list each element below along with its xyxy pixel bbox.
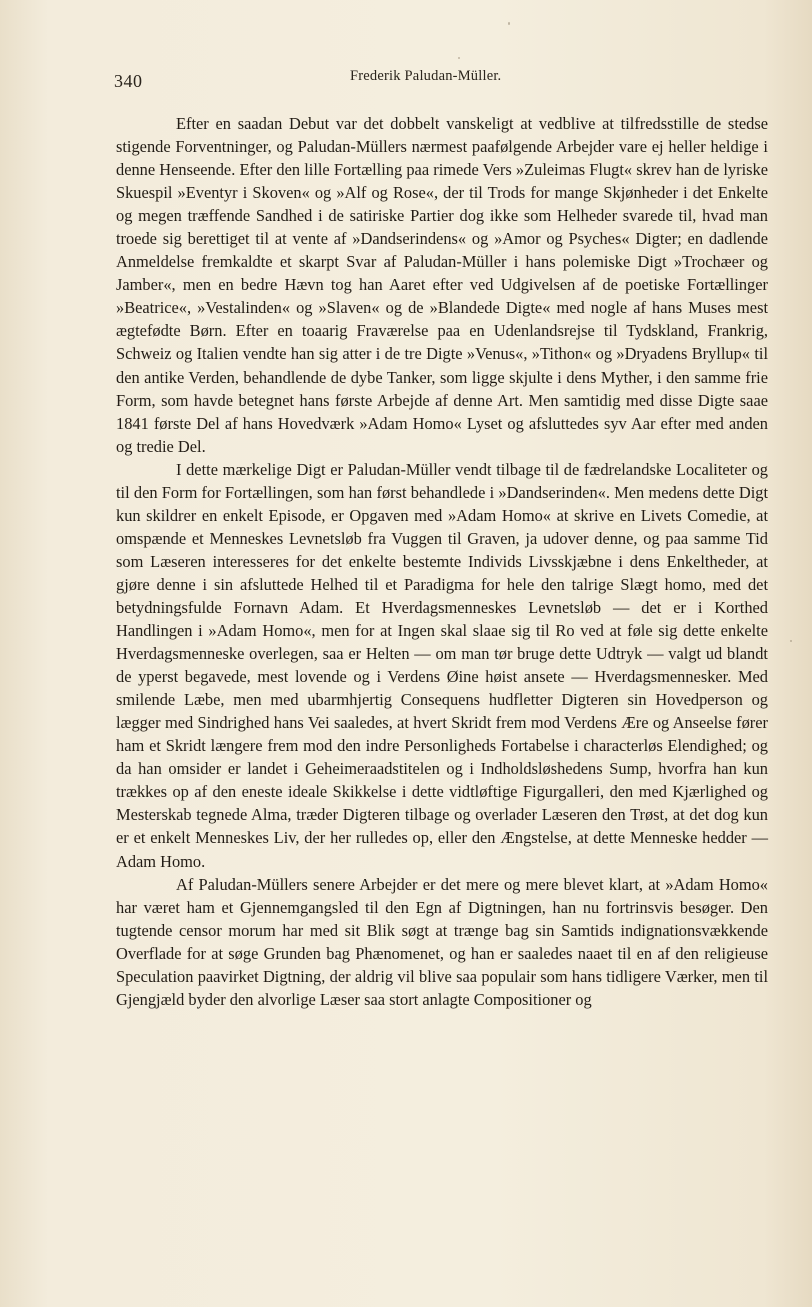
paper-speck (508, 22, 510, 25)
paragraph-later-works: Af Paludan-Müllers senere Arbejder er det mere og mere blevet klart, at »Adam Homo« har været ham et Gjennemgangsled til den Egn af Digtningen, han nu fortrinsvis besøger. Den tugtende censor morum har med sit Blik søgt at trænge bag sin Samtids indignationsvækkende Overflade for at søge Grunden bag Phænomenet, og han er saaledes naaet til en af den religieuse Speculation paavirket Digtning, der aldrig vil blive saa populair som hans tidligere Værker, men til Gjengjæld byder den alvorlige Læser saa stort anlagte Compositioner og (116, 874, 768, 1009)
paragraph-adam-homo: I dette mærkelige Digt er Paludan-Müller vendt tilbage til de fædrelandske Localiteter og til den Form for Fortællingen, som han først behandlede i »Dandserinden«. Men medens dette Digt kun skildrer en enkelt Episode, er Opgaven med »Adam Homo« at skrive en Livets Comedie, at omspænde et Menneskes Levnetsløb fra Vuggen til Graven, ja udover denne, og paa samme Tid som Læseren interesseres for det enkelte bestemte Individs Livsskjæbne i dens Enkeltheder, at gjøre denne i sin afsluttede Helhed til et Paradigma for hele den talrige Slægt homo, med det betydningsfulde Fornavn Adam. Et Hverdagsmenneskes Levnetsløb — det er i Korthed Handlingen i »Adam Homo«, men for at Ingen skal slaae sig til Ro ved at føle sig dette enkelte Hverdagsmenneske overlegen, saa er Helten — om man tør bruge dette Udtryk — valgt ud blandt de yperst begavede, mest lovende og i Verdens Øine høist ansete — Hverdagsmennesker. Med smilende Læbe, men med ubarmhjertig Consequens hudfletter Digteren sin Hovedperson og lægger med Sindrighed hans Vei saaledes, at hvert Skridt frem mod Verdens Ære og Anseelse fører ham et Skridt længere frem mod den indre Personligheds Fortabelse i characterløs Elendighed; og da han omsider er landet i Geheimeraadstitelen og i Indholdsløshedens Sump, hvorfra han kun trækkes op af den eneste ideale Skikkelse i dette vidtløftige Figurgalleri, den med Kjærlighed og Mesterskab tegnede Alma, træder Digteren tilbage og overlader Læseren den Trøst, at det dog kun er et enkelt Menneskes Liv, der her rulledes op, eller den Ængstelse, at dette Menneske hedder — Adam Homo. (116, 459, 768, 871)
paragraph-debut: Efter en saadan Debut var det dobbelt vanskeligt at vedblive at tilfredsstille de stedse stigende Forventninger, og Paludan-Müllers nærmest paafølgende Arbejder vare ej heller heldige i denne Henseende. Efter den lille Fortælling paa rimede Vers »Zuleimas Flugt« skrev han de lyriske Skuespil »Eventyr i Skoven« og »Alf og Rose«, der til Trods for mange Skjønheder i det Enkelte og megen træffende Sandhed i de satiriske Partier dog ikke som Helheder svarede til, hvad man troede sig berettiget til at vente af »Dandserindens« og »Amor og Psyches« Digter; en dadlende Anmeldelse fremkaldte et skarpt Svar af Paludan-Müller i hans polemiske Digt »Trochæer og Jamber«, men en bedre Hævn tog han Aaret efter ved Udgivelsen af de poetiske Fortællinger »Beatrice«, »Vestalinden« og »Slaven« og de »Blandede Digte« med nogle af hans Muses mest ægtefødte Børn. Efter en toaarig Fraværelse paa en Udenlandsrejse til Tydskland, Frankrig, Schweiz og Italien vendte han sig atter i de tre Digte »Venus«, »Tithon« og »Dryadens Bryllup« til den antike Verden, behandlende de dybe Tanker, som ligge skjulte i dens Myther, i den samme frie Form, som havde betegnet hans første Arbejde af denne Art. Men samtidig med disse Digte saae 1841 første Del af hans Hovedværk »Adam Homo« Lyset og afsluttedes syv Aar efter med anden og tredie Del. (116, 114, 768, 456)
paper-speck (458, 57, 460, 59)
page-number: 340 (114, 71, 143, 91)
running-head: Frederik Paludan-Müller. (350, 68, 502, 84)
paper-speck (790, 640, 792, 642)
body-text (116, 112, 768, 1011)
